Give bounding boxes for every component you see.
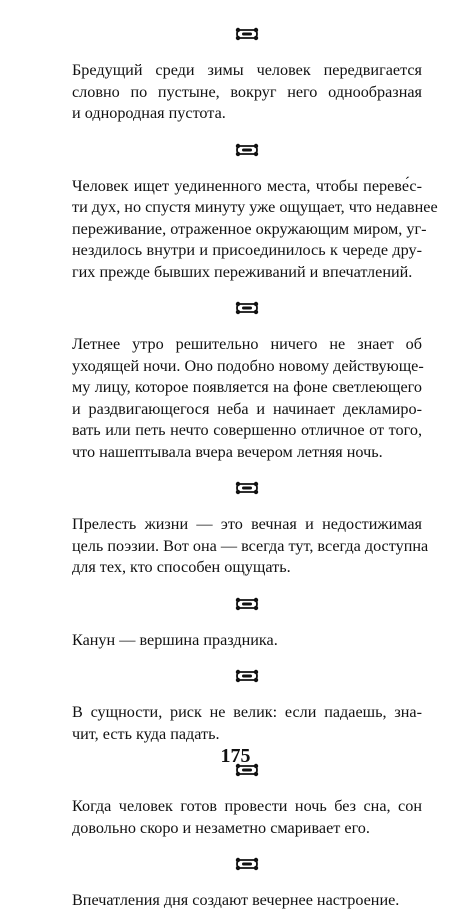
aphorism-paragraph (72, 890, 422, 912)
ornament-divider (72, 480, 422, 496)
text-line: что нашептывала вчера вечером летняя ночь. (72, 442, 383, 461)
text-line: нездилось внутри и присоединилось к череде дру- (72, 241, 422, 259)
text-line: словно по пустыне, вокруг него однообразная (72, 82, 422, 101)
ornament-divider (72, 26, 422, 42)
fleuron-ornament-icon (234, 142, 260, 158)
text-line: довольно скоро и незаметно смаривает его. (72, 818, 370, 837)
text-line: Прелесть жизни — это вечная и недостижимая (72, 515, 422, 533)
aphorism-paragraph (72, 630, 422, 652)
text-line: и однородная пустота. (72, 104, 226, 122)
text-line: гих прежде бывших переживаний и впечатлений. (72, 262, 413, 281)
text-line: Впечатления дня создают вечернее настроение. (72, 891, 400, 909)
text-line: ти дух, но спустя минуту уже ощущает, что недавнее (72, 198, 438, 216)
aphorism-paragraph (72, 176, 438, 284)
text-line: для тех, кто способен ощущать. (72, 558, 291, 576)
fleuron-ornament-icon (234, 26, 260, 42)
aphorism-paragraph (72, 514, 429, 579)
ornament-divider (72, 856, 422, 872)
text-line: Бредущий среди зимы человек передвигается (72, 61, 422, 79)
text-line: Когда человек готов провести ночь без сна, сон (72, 797, 422, 815)
text-line: чит, есть куда падать. (72, 724, 220, 743)
ornament-divider (72, 668, 422, 684)
text-line: му лицу, которое появляется на фоне светлеющего (72, 378, 422, 396)
text-line: Человек ищет уединенного места, чтобы переве́с- (72, 176, 422, 195)
aphorism-paragraph (72, 702, 422, 745)
aphorism-paragraph (72, 60, 422, 125)
text-line: переживание, отраженное окружающим миром, уг- (72, 219, 427, 238)
text-line: цель поэзии. Вот она — всегда тут, всегда доступна (72, 536, 429, 555)
ornament-divider (72, 596, 422, 612)
text-line: Канун — вершина праздника. (72, 630, 278, 649)
fleuron-ornament-icon (234, 480, 260, 496)
aphorism-paragraph (72, 796, 422, 839)
ornament-divider (72, 300, 422, 316)
text-line: В сущности, риск не велик: если падаешь, зна- (72, 703, 422, 721)
fleuron-ornament-icon (234, 668, 260, 684)
aphorism-paragraph (72, 334, 422, 463)
text-line: вать или петь нечто совершенно отличное от того, (72, 421, 422, 439)
fleuron-ornament-icon (234, 856, 260, 872)
text-line: и раздвигающегося неба и начинает декламиро- (72, 399, 422, 418)
text-line: Летнее утро решительно ничего не знает об (72, 335, 422, 353)
ornament-divider (72, 142, 422, 158)
page-content (72, 26, 438, 912)
fleuron-ornament-icon (234, 596, 260, 612)
page-number: 175 (220, 745, 251, 767)
fleuron-ornament-icon (234, 300, 260, 316)
text-line: уходящей ночи. Оно подобно новому действующе- (72, 356, 424, 375)
